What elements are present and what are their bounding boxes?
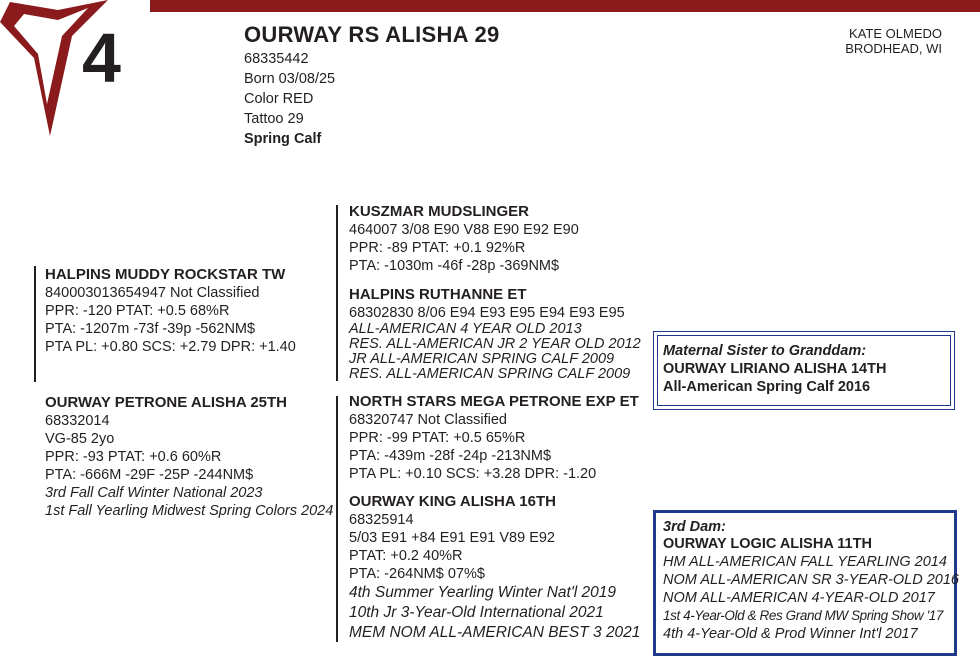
sire-sire-block: [349, 203, 579, 275]
sire-name: HALPINS MUDDY ROCKSTAR TW: [45, 266, 286, 283]
dam-dam-pta: PTA: -264NM$ 07%$: [349, 566, 485, 582]
sire-dam-award: RES. ALL-AMERICAN JR 2 YEAR OLD 2012: [349, 336, 641, 352]
dam-dam-class: 5/03 E91 +84 E91 E91 V89 E92: [349, 530, 555, 546]
third-dam-award: HM ALL-AMERICAN FALL YEARLING 2014: [663, 554, 947, 570]
owner-name: KATE OLMEDO: [849, 26, 942, 41]
sire-dam-block: [349, 286, 641, 382]
dam-ppr: PPR: -93 PTAT: +0.6 60%R: [45, 449, 222, 465]
dam-sire-name: NORTH STARS MEGA PETRONE EXP ET: [349, 393, 639, 410]
dam-side-bracket: [336, 396, 338, 642]
registration-number: 68335442: [244, 51, 309, 67]
third-dam-award: 1st 4-Year-Old & Res Grand MW Spring Show '17: [663, 608, 943, 623]
owner-location: BRODHEAD, WI: [845, 41, 942, 56]
dam-dam-block: [349, 493, 640, 643]
third-dam-heading: 3rd Dam:: [663, 519, 726, 535]
sire-dam-award: RES. ALL-AMERICAN SPRING CALF 2009: [349, 366, 631, 382]
maternal-sister-heading: Maternal Sister to Granddam:: [663, 343, 867, 359]
dam-block: [45, 394, 333, 520]
dam-sire-pta-pl: PTA PL: +0.10 SCS: +3.28 DPR: -1.20: [349, 466, 597, 482]
dam-sire-reg: 68320747 Not Classified: [349, 412, 507, 428]
dam-sire-pta: PTA: -439m -28f -24p -213NM$: [349, 448, 552, 464]
dam-sire-block: [349, 393, 639, 483]
dam-dam-name: OURWAY KING ALISHA 16TH: [349, 493, 556, 510]
third-dam-award: 4th 4-Year-Old & Prod Winner Int'l 2017: [663, 626, 918, 642]
third-dam-name: OURWAY LOGIC ALISHA 11TH: [663, 536, 872, 552]
sire-block: [45, 266, 296, 356]
animal-class: Spring Calf: [244, 131, 322, 147]
maternal-sister-name: OURWAY LIRIANO ALISHA 14TH: [663, 361, 887, 377]
sire-ppr: PPR: -120 PTAT: +0.5 68%R: [45, 303, 230, 319]
sire-sire-reg: 464007 3/08 E90 V88 E90 E92 E90: [349, 222, 579, 238]
dam-award: 1st Fall Yearling Midwest Spring Colors 2024: [45, 503, 334, 519]
sire-side-bracket: [336, 205, 338, 381]
sire-pta-pl: PTA PL: +0.80 SCS: +2.79 DPR: +1.40: [45, 339, 296, 355]
dam-dam-reg: 68325914: [349, 512, 414, 528]
third-dam-award: NOM ALL-AMERICAN 4-YEAR-OLD 2017: [663, 590, 935, 606]
sire-reg: 840003013654947 Not Classified: [45, 285, 260, 301]
maternal-sister-box: [653, 331, 955, 410]
sire-dam-name: HALPINS RUTHANNE ET: [349, 286, 527, 303]
dam-dam-award: 10th Jr 3-Year-Old International 2021: [349, 604, 604, 621]
sire-sire-name: KUSZMAR MUDSLINGER: [349, 203, 529, 220]
owner-info: [845, 26, 942, 56]
maternal-sister-award: All-American Spring Calf 2016: [663, 379, 871, 395]
sire-pta: PTA: -1207m -73f -39p -562NM$: [45, 321, 256, 337]
birth-date: Born 03/08/25: [244, 71, 336, 87]
animal-name: OURWAY RS ALISHA 29: [244, 22, 500, 47]
sire-dam-award: ALL-AMERICAN 4 YEAR OLD 2013: [349, 321, 582, 337]
dam-name: OURWAY PETRONE ALISHA 25TH: [45, 394, 287, 411]
dam-dam-award: 4th Summer Yearling Winter Nat'l 2019: [349, 584, 617, 601]
sire-bracket: [34, 266, 36, 382]
sire-dam-award: JR ALL-AMERICAN SPRING CALF 2009: [349, 351, 615, 367]
sire-dam-reg: 68302830 8/06 E94 E93 E95 E94 E93 E95: [349, 305, 625, 321]
header-bar: [150, 0, 980, 12]
dam-class: VG-85 2yo: [45, 431, 115, 447]
dam-reg: 68332014: [45, 413, 110, 429]
sire-sire-pta: PTA: -1030m -46f -28p -369NM$: [349, 258, 560, 274]
third-dam-box: [653, 510, 957, 656]
dam-pta: PTA: -666M -29F -25P -244NM$: [45, 467, 254, 483]
dam-award: 3rd Fall Calf Winter National 2023: [45, 485, 263, 501]
lot-number: 4: [82, 19, 121, 97]
dam-sire-ppr: PPR: -99 PTAT: +0.5 65%R: [349, 430, 526, 446]
dam-dam-award: MEM NOM ALL-AMERICAN BEST 3 2021: [349, 624, 641, 641]
tattoo: Tattoo 29: [244, 111, 304, 127]
dam-dam-ptat: PTAT: +0.2 40%R: [349, 548, 463, 564]
third-dam-award: NOM ALL-AMERICAN SR 3-YEAR-OLD 2016: [663, 572, 959, 588]
color: Color RED: [244, 91, 314, 107]
sire-sire-ppr: PPR: -89 PTAT: +0.1 92%R: [349, 240, 526, 256]
